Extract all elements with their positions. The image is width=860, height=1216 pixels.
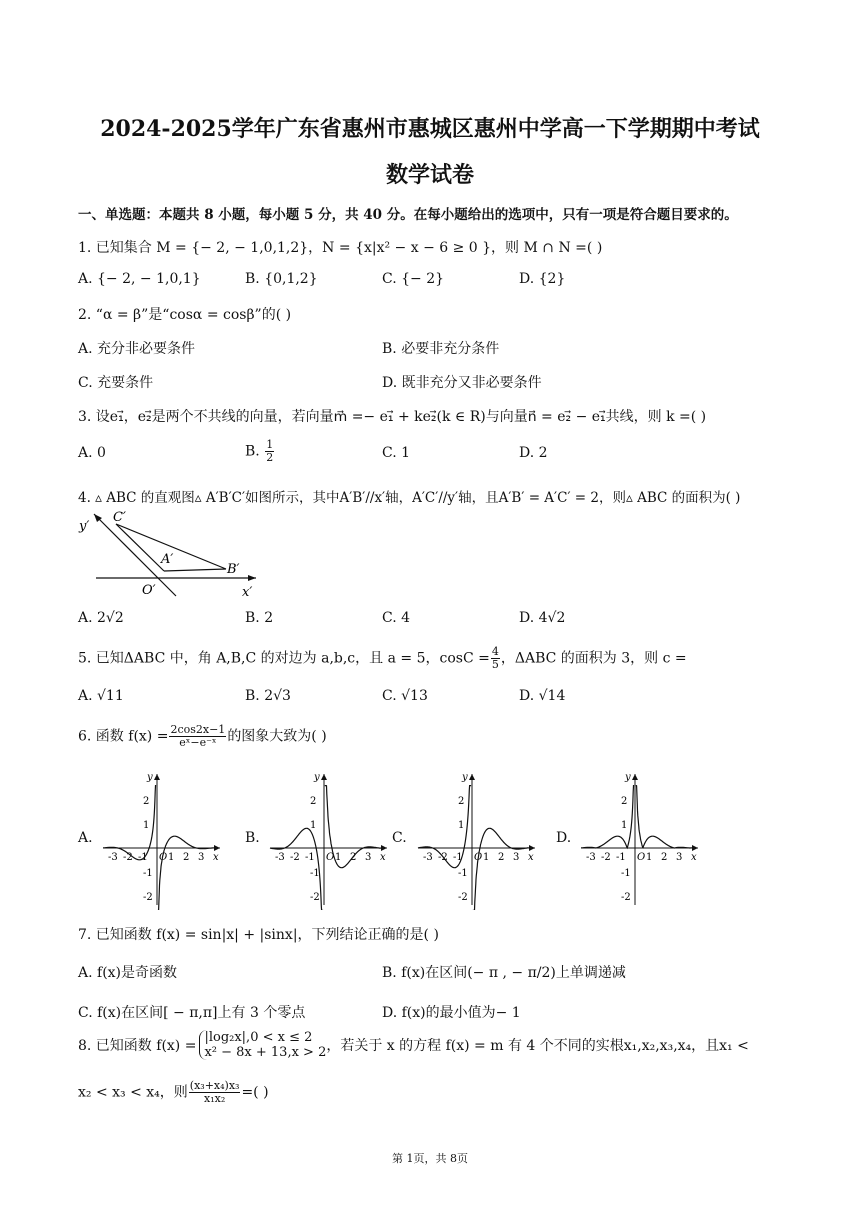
q8-stem-part1: 8. 已知函数 f(x) = (78, 1038, 197, 1054)
q6-option-b-label: B. (245, 830, 260, 846)
y-tick-label: 1 (621, 820, 628, 831)
fraction-denominator: eˣ−e⁻ˣ (179, 736, 217, 749)
curve-left-branch (581, 786, 634, 848)
y-tick-label: -2 (310, 892, 320, 903)
q3-option-b (245, 439, 275, 464)
x-tick-label: -1 (616, 852, 626, 863)
curve-right-branch (473, 828, 529, 910)
y-tick-label: 2 (621, 796, 628, 807)
q5-stem-part1: 5. 已知ΔABC 中，角 A,B,C 的对边为 a,b,c，且 a = 5，cosC = (78, 650, 490, 667)
q7-option-b: B. f(x)在区间(− π , − π/2)上单调递减 (382, 965, 626, 981)
x-tick-label: 1 (335, 852, 342, 863)
y-axis-arrow (154, 774, 160, 780)
q7-option-d: D. f(x)的最小值为− 1 (382, 1005, 521, 1021)
x-tick-label: -2 (601, 852, 611, 863)
x-axis-label: x (380, 852, 386, 863)
x-tick-label: 2 (661, 852, 668, 863)
y-tick-label: -1 (621, 868, 631, 879)
q6-graph-d (573, 770, 703, 910)
x-axis-label: x (213, 852, 219, 863)
q5-option-c: C. √13 (382, 688, 428, 704)
y-axis-label: y (147, 772, 153, 783)
fraction-numerator: (x₃+x₄)x₃ (189, 1079, 240, 1092)
q1-stem: 1. 已知集合 M = {− 2, − 1,0,1,2}，N = {x|x² − x − 6 ≥ 0 }，则 M ∩ N =( ) (78, 240, 603, 256)
q6-graph-c (410, 770, 540, 910)
fraction-denominator: 5 (491, 658, 499, 671)
x-tick-label: 1 (168, 852, 175, 863)
q1-option-c: C. {− 2} (382, 271, 445, 287)
q1-option-a: A. {− 2, − 1,0,1} (78, 271, 201, 287)
q5-fraction (491, 646, 500, 671)
fraction-numerator: 1 (266, 438, 274, 451)
q4-option-b: B. 2 (245, 610, 274, 626)
x-tick-label: 2 (183, 852, 190, 863)
q8-stem-part2: ，若关于 x 的方程 f(x) = m 有 4 个不同的实根x₁,x₂,x₃,x₄，且x₁ < (326, 1038, 749, 1054)
x-axis-label: x (691, 852, 697, 863)
label-x-prime: x′ (242, 585, 253, 600)
q6-stem-part2: 的图象大致为( ) (227, 728, 327, 745)
y-tick-label: 2 (310, 796, 317, 807)
q4-option-d: D. 4√2 (519, 610, 566, 626)
origin-label: O (326, 852, 335, 863)
x-axis-arrow (529, 845, 535, 851)
q2-option-a: A. 充分非必要条件 (78, 341, 196, 357)
exam-title-line1: 2024-2025学年广东省惠州市惠城区惠州中学高一下学期期中考试 (100, 116, 760, 142)
x-tick-label: -1 (305, 852, 315, 863)
q8-stem-line2 (78, 1080, 269, 1105)
x-tick-label: 3 (513, 852, 520, 863)
fraction-denominator: x₁x₂ (204, 1092, 226, 1105)
label-a-prime: A′ (161, 552, 174, 567)
q3-option-b-fraction (265, 439, 274, 464)
q1-option-b: B. {0,1,2} (245, 271, 318, 287)
q2-option-d: D. 既非充分又非必要条件 (382, 375, 542, 391)
q6-option-c-label: C. (392, 830, 407, 846)
q7-stem: 7. 已知函数 f(x) = sin|x| + |sinx|，下列结论正确的是( ) (78, 927, 439, 943)
x-tick-label: 2 (498, 852, 505, 863)
q6-stem-part1: 6. 函数 f(x) = (78, 728, 169, 745)
page-footer: 第 1页，共 8页 (392, 1152, 468, 1165)
q4-option-c: C. 4 (382, 610, 411, 626)
q4-oblique-diagram (76, 508, 276, 600)
q2-stem: 2. “α = β”是“cosα = cosβ”的( ) (78, 307, 292, 323)
y-axis-label: y (462, 772, 468, 783)
x-tick-label: 1 (483, 852, 490, 863)
origin-label: O (474, 852, 483, 863)
label-o-prime: O′ (142, 583, 156, 598)
y-tick-label: -2 (458, 892, 468, 903)
x-tick-label: -3 (423, 852, 433, 863)
q4-option-a: A. 2√2 (78, 610, 124, 626)
label-y-prime: y′ (79, 519, 90, 534)
x-tick-label: 3 (198, 852, 205, 863)
q8-piecewise (199, 1030, 326, 1060)
q6-graph-a (95, 770, 225, 910)
y-tick-label: -1 (310, 868, 320, 879)
y-tick-label: -2 (143, 892, 153, 903)
x-tick-label: 1 (646, 852, 653, 863)
origin-label: O (637, 852, 646, 863)
q3-option-d: D. 2 (519, 445, 548, 461)
y-tick-label: 2 (458, 796, 465, 807)
q8-case2: x² − 8x + 13,x > 2 (204, 1045, 327, 1060)
q7-option-c: C. f(x)在区间[ − π,π]上有 3 个零点 (78, 1005, 306, 1021)
fraction-numerator: 4 (491, 645, 499, 658)
x-tick-label: -3 (108, 852, 118, 863)
q8-fraction (189, 1080, 241, 1105)
q1-option-d: D. {2} (519, 271, 566, 287)
q4-stem: 4. ▵ ABC 的直观图▵ A′B′C′如图所示，其中A′B′//x′轴，A′C′//y′轴，且A′B′ = A′C′ = 2，则▵ ABC 的面积为( ) (78, 490, 741, 506)
fraction-denominator: 2 (266, 451, 274, 464)
q6-stem (78, 724, 327, 749)
q3-stem: 3. 设e₁⃗，e₂⃗是两个不共线的向量，若向量m⃗ =− e₁⃗ + ke₂⃗(k ∈ R)与向量n⃗ = e₂⃗ − e₁⃗共线，则 k =( ) (78, 409, 707, 425)
x-tick-label: -3 (586, 852, 596, 863)
y-tick-label: 2 (143, 796, 150, 807)
label-c-prime: C′ (113, 510, 126, 525)
x-tick-label: -1 (453, 852, 463, 863)
curve-right-branch (158, 836, 214, 910)
x-tick-label: 2 (350, 852, 357, 863)
exam-title-line2: 数学试卷 (385, 162, 474, 188)
fraction-numerator: 2cos2x−1 (170, 723, 226, 736)
y-axis-arrow (321, 774, 327, 780)
x-tick-label: 3 (365, 852, 372, 863)
q2-option-c: C. 充要条件 (78, 375, 154, 391)
x-axis-arrow (214, 845, 220, 851)
q8-stem-part3: x₂ < x₃ < x₄，则 (78, 1084, 188, 1101)
y-tick-label: -2 (621, 892, 631, 903)
q6-option-d-label: D. (556, 830, 572, 846)
y-axis-label: y (314, 772, 320, 783)
label-b-prime: B′ (227, 562, 240, 577)
y-tick-label: 1 (310, 820, 317, 831)
x-tick-label: -3 (275, 852, 285, 863)
x-tick-label: 3 (676, 852, 683, 863)
x-axis-arrow (692, 845, 698, 851)
q8-stem-part4: =( ) (241, 1084, 269, 1101)
x-tick-label: -2 (123, 852, 133, 863)
y-axis-arrow (632, 774, 638, 780)
q5-stem-part2: ，ΔABC 的面积为 3，则 c = (500, 650, 687, 667)
q5-option-d: D. √14 (519, 688, 566, 704)
y-tick-label: 1 (143, 820, 150, 831)
q5-stem (78, 646, 687, 671)
q6-option-a-label: A. (78, 830, 93, 846)
y-tick-label: -1 (458, 868, 468, 879)
q3-option-c: C. 1 (382, 445, 411, 461)
q7-option-a: A. f(x)是奇函数 (78, 965, 178, 981)
x-axis-arrow (381, 845, 387, 851)
q3-option-b-label: B. (245, 443, 260, 460)
x-tick-label: -1 (138, 852, 148, 863)
q8-stem (78, 1030, 749, 1060)
section-heading: 一、单选题：本题共 8 小题，每小题 5 分，共 40 分。在每小题给出的选项中，只有一项是符合题目要求的。 (78, 207, 738, 223)
y-axis-arrow (469, 774, 475, 780)
q3-option-a: A. 0 (78, 445, 106, 461)
q5-option-b: B. 2√3 (245, 688, 291, 704)
origin-label: O (159, 852, 168, 863)
x-tick-label: -2 (290, 852, 300, 863)
y-tick-label: 1 (458, 820, 465, 831)
x-axis-label: x (528, 852, 534, 863)
y-axis-label: y (625, 772, 631, 783)
q2-option-b: B. 必要非充分条件 (382, 341, 500, 357)
q8-case1: |log₂x|,0 < x ≤ 2 (204, 1030, 313, 1045)
y-tick-label: -1 (143, 868, 153, 879)
q5-option-a: A. √11 (78, 688, 124, 704)
q6-graph-b (262, 770, 392, 910)
q6-fraction (169, 724, 226, 749)
curve-right-branch (636, 786, 692, 848)
x-tick-label: -2 (438, 852, 448, 863)
